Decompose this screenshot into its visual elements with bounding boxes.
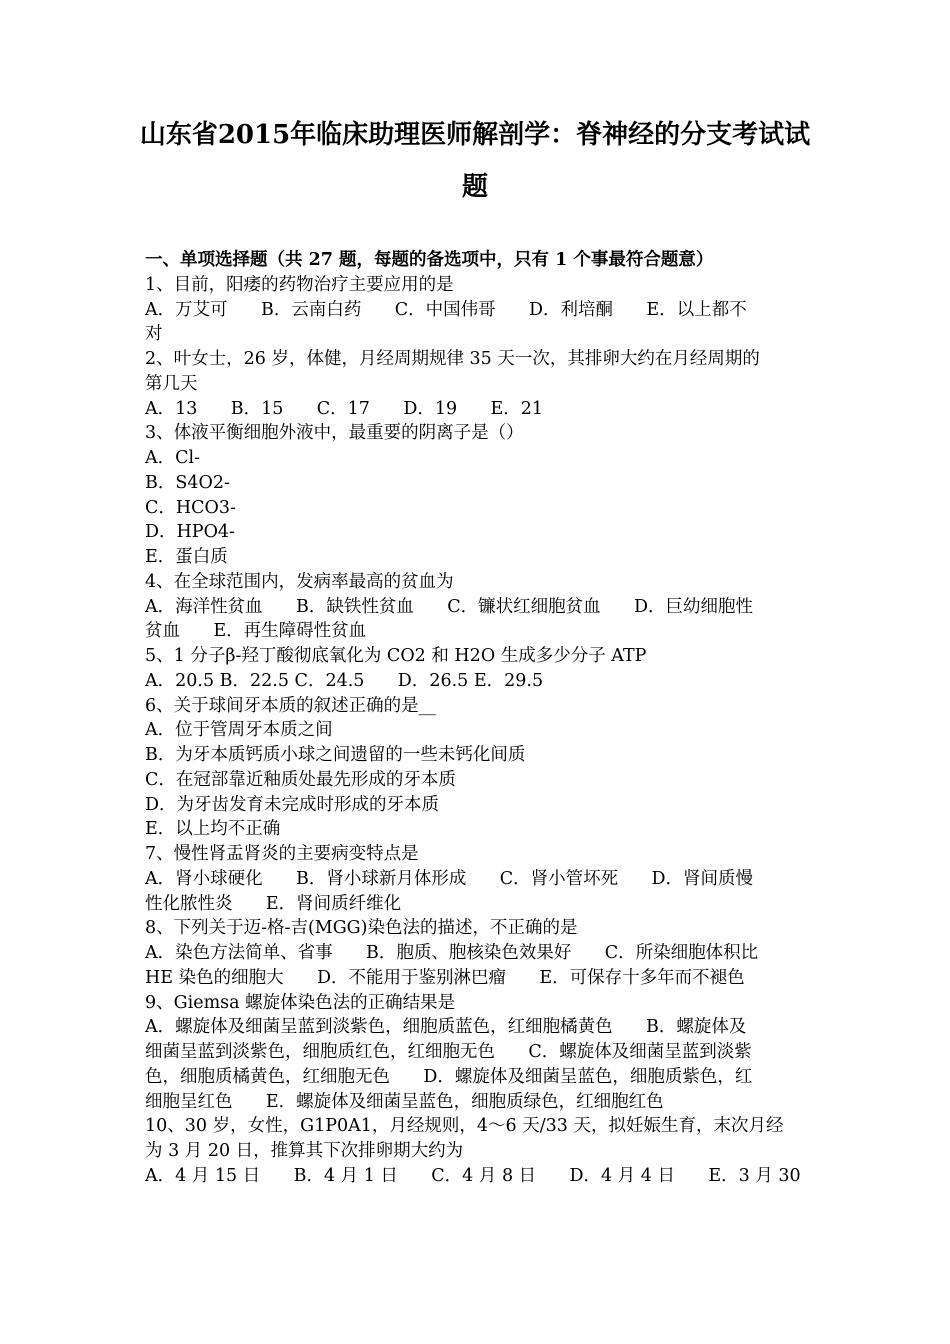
answer-options-line: A．万艾可 B．云南白药 C．中国伟哥 D．利培酮 E．以上都不 <box>145 299 747 320</box>
question-line: 9、Giemsa 螺旋体染色法的正确结果是 <box>145 992 456 1013</box>
question-line: 为 3 月 20 日，推算其下次排卵期大约为 <box>145 1141 464 1161</box>
document-title-line2: 题 <box>461 172 488 202</box>
question-line: A．Cl- <box>145 448 201 468</box>
answer-options-line: HE 染色的细胞大 D．不能用于鉴别淋巴瘤 E．可保存十多年而不褪色 <box>145 967 745 988</box>
question-line: E．以上均不正确 <box>145 819 281 840</box>
question-line: D．HPO4- <box>145 522 235 543</box>
question-line: B．为牙本质钙质小球之间遗留的一些未钙化间质 <box>145 745 526 765</box>
answer-options-line: A．螺旋体及细菌呈蓝到淡紫色，细胞质蓝色，红细胞橘黄色 B．螺旋体及 <box>145 1017 747 1038</box>
question-line: B．S4O2- <box>145 472 230 493</box>
question-line: E．蛋白质 <box>145 547 228 567</box>
question-line: 4、在全球范围内，发病率最高的贫血为 <box>145 571 454 592</box>
question-line: 3、体液平衡细胞外液中，最重要的阴离子是（） <box>145 423 524 444</box>
question-line: C．HCO3- <box>145 497 236 518</box>
answer-options-line: A．20.5 B．22.5 C．24.5 D．26.5 E．29.5 <box>145 670 544 691</box>
question-line: 10、30 岁，女性，G1P0A1，月经规则，4～6 天/33 天，拟妊娠生育，末次月经 <box>145 1116 784 1137</box>
answer-options-line: A．肾小球硬化 B．肾小球新月体形成 C．肾小管坏死 D．肾间质慢 <box>145 868 754 889</box>
question-line: 5、1 分子β-羟丁酸彻底氧化为 CO2 和 H2O 生成多少分子 ATP <box>145 646 647 666</box>
question-line: 2、叶女士，26 岁，体健，月经周期规律 35 天一次，其排卵大约在月经周期的 <box>145 349 760 369</box>
answer-options-line: 色，细胞质橘黄色，红细胞无色 D．螺旋体及细菌呈蓝色，细胞质紫色，红 <box>145 1066 753 1087</box>
question-line: 8、下列关于迈-格-吉(MGG)染色法的描述，不正确的是 <box>145 918 578 939</box>
question-line: C．在冠部靠近釉质处最先形成的牙本质 <box>145 769 456 790</box>
answer-options-line: A．13 B．15 C．17 D．19 E．21 <box>145 398 544 419</box>
question-line: 第几天 <box>145 373 198 394</box>
section-heading: 一、单项选择题（共 27 题，每题的备选项中，只有 1 个事最符合题意） <box>145 250 714 270</box>
answer-options-line: A．染色方法简单、省事 B．胞质、胞核染色效果好 C．所染细胞体积比 <box>145 943 759 963</box>
question-line: A．位于管周牙本质之间 <box>145 720 333 741</box>
answer-options-line: A．4 月 15 日 B．4 月 1 日 C．4 月 8 日 D．4 月 4 日 E．3 月 30 <box>145 1165 801 1186</box>
answer-options-line: 贫血 E．再生障碍性贫血 <box>145 621 367 642</box>
answer-options-line: A．海洋性贫血 B．缺铁性贫血 C．镰状红细胞贫血 D．巨幼细胞性 <box>145 596 754 617</box>
answer-options-line: 性化脓性炎 E．肾间质纤维化 <box>145 893 402 914</box>
answer-options-line: 细菌呈蓝到淡紫色，细胞质红色，红细胞无色 C．螺旋体及细菌呈蓝到淡紫 <box>145 1042 752 1062</box>
question-line: D．为牙齿发育未完成时形成的牙本质 <box>145 794 440 815</box>
question-line: 7、慢性肾盂肾炎的主要病变特点是 <box>145 844 419 864</box>
answer-options-line: 细胞呈红色 E．螺旋体及细菌呈蓝色，细胞质绿色，红细胞红色 <box>145 1091 664 1112</box>
question-line: 6、关于球间牙本质的叙述正确的是__ <box>145 695 437 716</box>
document-title-line1: 山东省2015年临床助理医师解剖学：脊神经的分支考试试 <box>139 120 811 150</box>
question-line: 1、目前，阳痿的药物治疗主要应用的是 <box>145 274 454 295</box>
question-line: 对 <box>145 324 163 345</box>
